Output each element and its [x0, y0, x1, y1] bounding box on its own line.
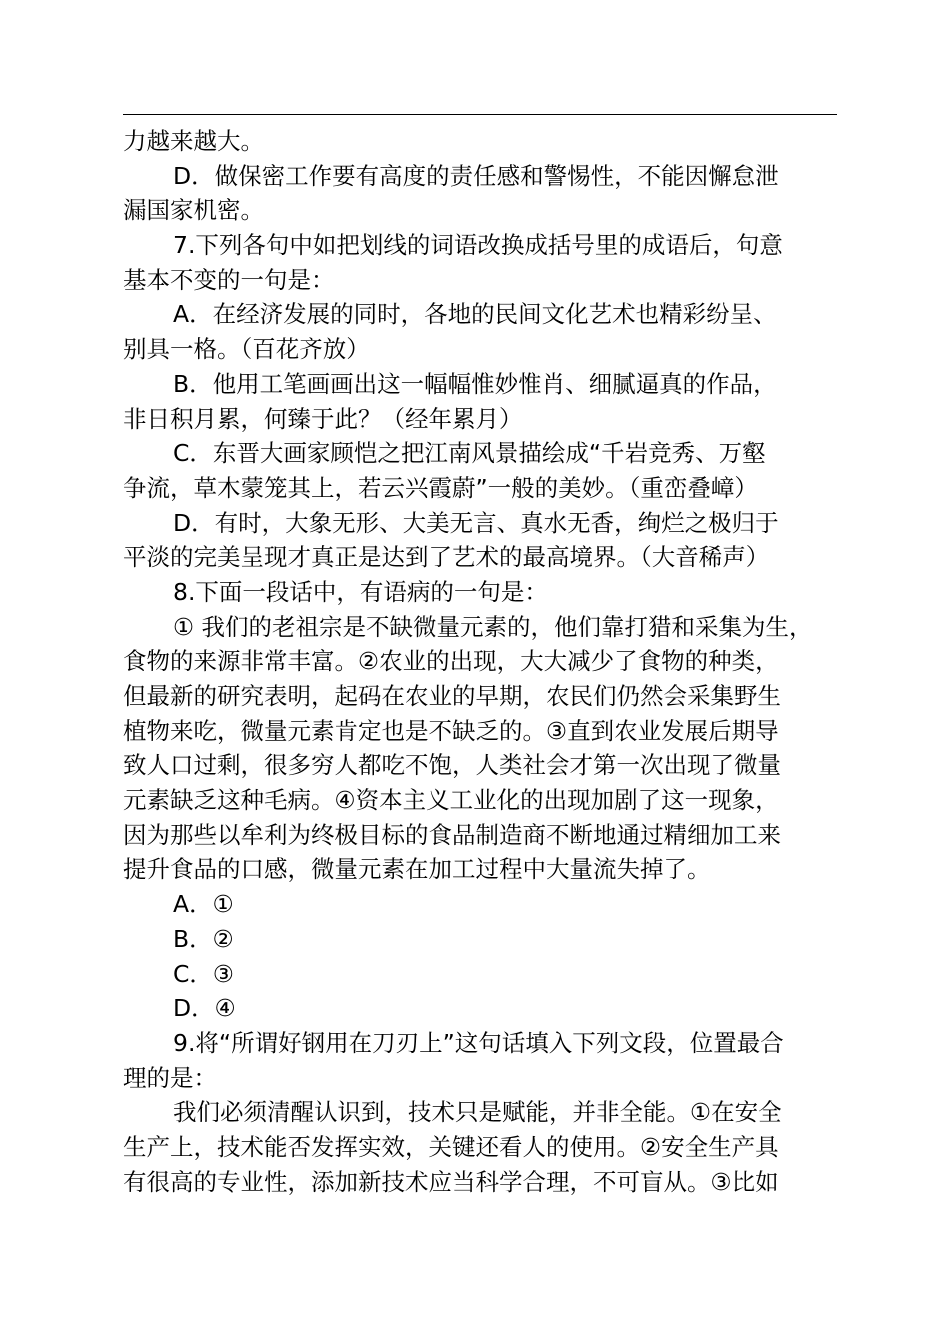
text-line: ① 我们的老祖宗是不缺微量元素的，他们靠打猎和采集为生， — [173, 612, 813, 641]
header-rule — [123, 114, 837, 115]
text-line: 致人口过剩，很多穷人都吃不饱，人类社会才第一次出现了微量 — [123, 751, 781, 780]
text-line: 提升食品的口感，微量元素在加工过程中大量流失掉了。 — [123, 855, 711, 884]
text-line: 7.下列各句中如把划线的词语改换成括号里的成语后，句意 — [173, 231, 783, 260]
text-line: 有很高的专业性，添加新技术应当科学合理，不可盲从。③比如 — [123, 1167, 779, 1196]
text-line: 8.下面一段话中，有语病的一句是： — [173, 577, 548, 606]
text-line: 食物的来源非常丰富。②农业的出现，大大减少了食物的种类， — [123, 647, 779, 676]
document-body — [123, 124, 839, 1199]
text-line: 因为那些以牟利为终极目标的食品制造商不断地通过精细加工来 — [123, 820, 781, 849]
text-line: B．他用工笔画画出这一幅幅惟妙惟肖、细腻逼真的作品， — [173, 369, 777, 398]
text-line: A．① — [173, 890, 234, 919]
text-line: 非日积月累，何臻于此？（经年累月） — [123, 404, 523, 433]
text-line: 生产上，技术能否发挥实效，关键还看人的使用。②安全生产具 — [123, 1132, 779, 1161]
text-line: C．③ — [173, 959, 234, 988]
text-line: A．在经济发展的同时，各地的民间文化艺术也精彩纷呈、 — [173, 300, 777, 329]
text-line: 植物来吃，微量元素肯定也是不缺乏的。③直到农业发展后期导 — [123, 716, 779, 745]
text-line: 基本不变的一句是： — [123, 265, 335, 294]
text-line: 平淡的完美呈现才真正是达到了艺术的最高境界。（大音稀声） — [123, 543, 770, 572]
text-line: D．有时，大象无形、大美无言、真水无香，绚烂之极归于 — [173, 508, 779, 537]
text-line: D．做保密工作要有高度的责任感和警惕性，不能因懈怠泄 — [173, 161, 779, 190]
text-line: 理的是： — [123, 1063, 217, 1092]
text-line: 我们必须清醒认识到，技术只是赋能，并非全能。①在安全 — [173, 1098, 782, 1127]
text-line: C．东晋大画家顾恺之把江南风景描绘成“千岩竞秀、万壑 — [173, 439, 766, 468]
text-line: 力越来越大。 — [123, 127, 264, 155]
text-line: D．④ — [173, 994, 236, 1023]
text-line: 但最新的研究表明，起码在农业的早期，农民们仍然会采集野生 — [123, 682, 781, 710]
text-line: 9.将“所谓好钢用在刀刃上”这句话填入下列文段，位置最合 — [173, 1028, 784, 1057]
text-line: B．② — [173, 924, 234, 953]
text-line: 漏国家机密。 — [123, 196, 264, 225]
text-line: 争流，草木蒙笼其上，若云兴霞蔚”一般的美妙。（重峦叠嶂） — [123, 473, 758, 502]
text-line: 别具一格。（百花齐放） — [123, 335, 370, 364]
text-line: 元素缺乏这种毛病。④资本主义工业化的出现加剧了这一现象， — [123, 786, 779, 815]
